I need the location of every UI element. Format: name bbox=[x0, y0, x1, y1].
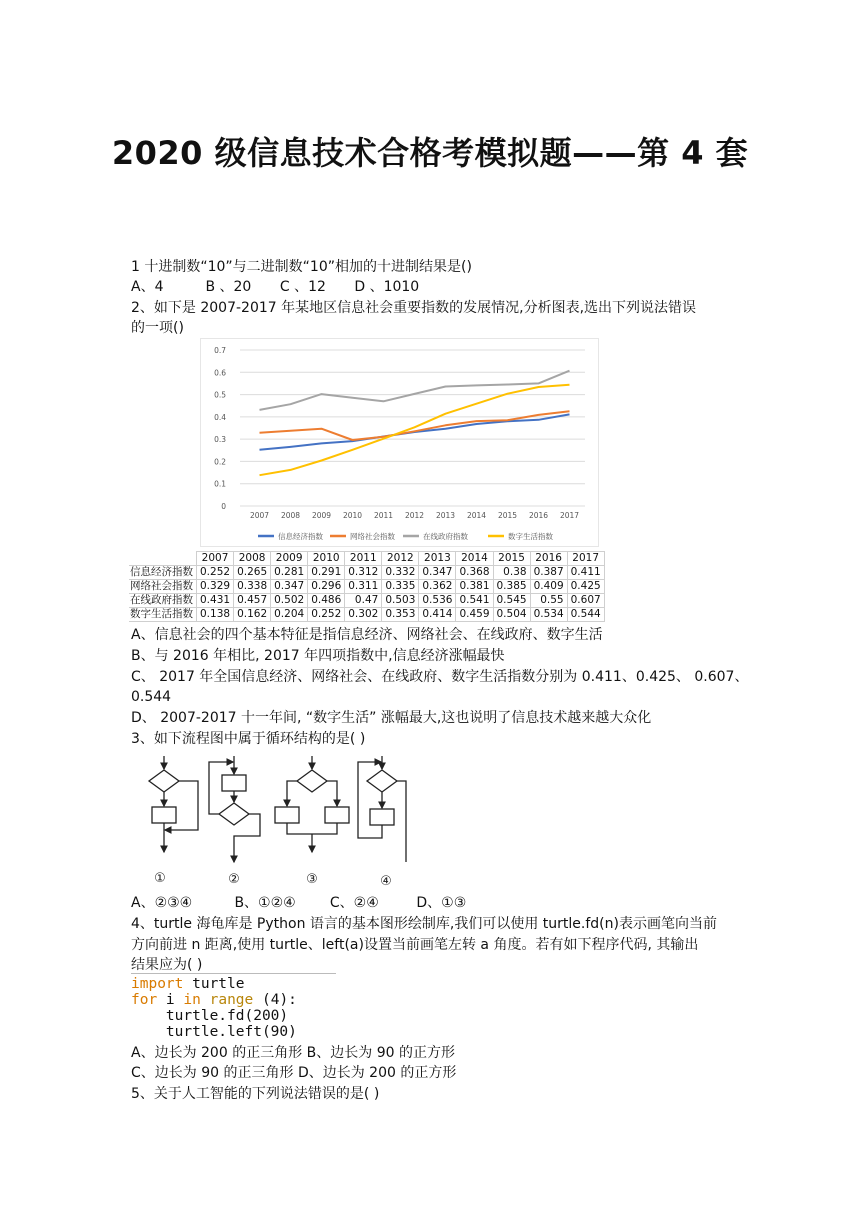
code-divider bbox=[131, 973, 336, 974]
flowchart-3 bbox=[275, 756, 349, 852]
q2-stem-line2: 的一项() bbox=[131, 320, 184, 336]
table-header-cell: 2015 bbox=[493, 552, 530, 566]
code-block bbox=[131, 976, 297, 1040]
y-tick-label: 0.3 bbox=[214, 435, 226, 445]
q4-stem-line3: 结果应为( ) bbox=[131, 957, 203, 973]
y-tick-label: 0.1 bbox=[214, 479, 226, 489]
table-header-cell: 2012 bbox=[382, 552, 419, 566]
table-cell: 0.347 bbox=[419, 566, 456, 580]
code-line-1: import turtle bbox=[131, 976, 245, 992]
q1-option-d: D 、1010 bbox=[354, 279, 420, 295]
q2-option-b: B、与 2016 年相比, 2017 年四项指数中,信息经济涨幅最快 bbox=[131, 648, 505, 664]
x-tick-label: 2007 bbox=[249, 511, 270, 520]
table-corner-cell bbox=[129, 552, 197, 566]
q1-option-a: A、4 bbox=[131, 279, 164, 295]
q2-option-d: D、 2007-2017 十一年间, “数字生活” 涨幅最大,这也说明了信息技术越来越大众化 bbox=[131, 710, 652, 726]
flowchart-4-label: ④ bbox=[380, 874, 392, 889]
q1-option-b: B 、20 bbox=[205, 279, 252, 295]
q5-stem: 5、关于人工智能的下列说法错误的是( ) bbox=[131, 1086, 380, 1102]
table-cell: 0.545 bbox=[493, 594, 530, 608]
table-cell: 0.47 bbox=[345, 594, 382, 608]
q2-option-a: A、信息社会的四个基本特征是指信息经济、网络社会、在线政府、数字生活 bbox=[131, 627, 603, 643]
legend-label: 在线政府指数 bbox=[423, 532, 468, 541]
table-header-cell: 2013 bbox=[419, 552, 456, 566]
table-header-cell: 2010 bbox=[308, 552, 345, 566]
y-tick-label: 0.6 bbox=[214, 368, 226, 378]
table-cell: 0.502 bbox=[271, 594, 308, 608]
table-cell: 0.265 bbox=[234, 566, 271, 580]
table-header-cell: 2009 bbox=[271, 552, 308, 566]
q1-options bbox=[131, 277, 419, 297]
table-header-cell: 2017 bbox=[567, 552, 604, 566]
table-cell: 0.204 bbox=[271, 608, 308, 622]
table-cell: 0.296 bbox=[308, 580, 345, 594]
table-row bbox=[129, 566, 604, 580]
code-line-3: turtle.fd(200) bbox=[131, 1008, 289, 1024]
x-tick-label: 2012 bbox=[404, 511, 425, 520]
table-cell: 0.353 bbox=[382, 608, 419, 622]
table-cell: 0.162 bbox=[234, 608, 271, 622]
table-header-cell: 2016 bbox=[530, 552, 567, 566]
table-cell: 0.409 bbox=[530, 580, 567, 594]
flowchart-1-label: ① bbox=[154, 871, 166, 886]
table-header-cell: 2011 bbox=[345, 552, 382, 566]
table-header-cell: 2007 bbox=[197, 552, 234, 566]
code-line-4: turtle.left(90) bbox=[131, 1024, 297, 1040]
table-cell: 0.387 bbox=[530, 566, 567, 580]
series-line-2 bbox=[260, 411, 570, 440]
table-row bbox=[129, 594, 604, 608]
y-tick-label: 0.7 bbox=[214, 346, 226, 355]
table-cell: 0.486 bbox=[308, 594, 345, 608]
table-cell: 0.431 bbox=[197, 594, 234, 608]
table-cell: 0.252 bbox=[308, 608, 345, 622]
y-tick-label: 0.4 bbox=[214, 412, 226, 422]
y-tick-label: 0 bbox=[221, 502, 226, 511]
q4-stem-line2: 方向前进 n 距离,使用 turtle、left(a)设置当前画笔左转 a 角度。若有如下程序代码, 其输出 bbox=[131, 937, 699, 953]
table-cell: 0.312 bbox=[345, 566, 382, 580]
table-header-cell: 2014 bbox=[456, 552, 493, 566]
table-header-row bbox=[129, 552, 604, 566]
table-cell: 0.534 bbox=[530, 608, 567, 622]
q2-option-c: C、 2017 年全国信息经济、网络社会、在线政府、数字生活指数分别为 0.411、0.425、 0.607、 bbox=[131, 669, 749, 685]
table-row-label: 网络社会指数 bbox=[129, 580, 197, 594]
flowchart-3-label: ③ bbox=[306, 872, 318, 887]
q4-options-line2: C、边长为 90 的正三角形 D、边长为 200 的正方形 bbox=[131, 1065, 457, 1081]
flowchart-4 bbox=[358, 756, 406, 862]
table-cell: 0.55 bbox=[530, 594, 567, 608]
q4-stem-line1: 4、turtle 海龟库是 Python 语言的基本图形绘制库,我们可以使用 turtle.fd(n)表示画笔向当前 bbox=[131, 916, 717, 932]
x-tick-label: 2008 bbox=[280, 511, 301, 520]
chart-svg bbox=[200, 338, 600, 548]
table-cell: 0.368 bbox=[456, 566, 493, 580]
table-row-label: 数字生活指数 bbox=[129, 608, 197, 622]
q2-stem-line1: 2、如下是 2007-2017 年某地区信息社会重要指数的发展情况,分析图表,选出下列说法错误 bbox=[131, 300, 697, 316]
table-cell: 0.302 bbox=[345, 608, 382, 622]
x-tick-label: 2011 bbox=[373, 511, 394, 520]
q3-option-a: A、②③④ bbox=[131, 895, 193, 911]
table-cell: 0.332 bbox=[382, 566, 419, 580]
table-cell: 0.411 bbox=[567, 566, 604, 580]
legend-label: 数字生活指数 bbox=[508, 532, 553, 541]
table-row-label: 在线政府指数 bbox=[129, 594, 197, 608]
x-tick-label: 2014 bbox=[466, 511, 487, 520]
q3-options bbox=[131, 893, 466, 913]
y-tick-label: 0.5 bbox=[214, 390, 226, 400]
page-title: 2020 级信息技术合格考模拟题——第 4 套 bbox=[111, 134, 749, 172]
table-row bbox=[129, 608, 604, 622]
table-cell: 0.504 bbox=[493, 608, 530, 622]
q3-option-c: C、②④ bbox=[329, 895, 379, 911]
x-tick-label: 2009 bbox=[311, 511, 332, 520]
table-cell: 0.425 bbox=[567, 580, 604, 594]
q1-option-c: C 、12 bbox=[279, 279, 326, 295]
legend-label: 网络社会指数 bbox=[350, 532, 395, 541]
table-cell: 0.381 bbox=[456, 580, 493, 594]
table-cell: 0.541 bbox=[456, 594, 493, 608]
y-tick-label: 0.2 bbox=[214, 457, 226, 467]
table-cell: 0.38 bbox=[493, 566, 530, 580]
table-header-cell: 2008 bbox=[234, 552, 271, 566]
x-tick-label: 2010 bbox=[342, 511, 363, 520]
index-line-chart bbox=[200, 338, 600, 548]
table-cell: 0.347 bbox=[271, 580, 308, 594]
q1-stem: 1 十进制数“10”与二进制数“10”相加的十进制结果是() bbox=[131, 259, 472, 275]
table-cell: 0.536 bbox=[419, 594, 456, 608]
q4-options-line1: A、边长为 200 的正三角形 B、边长为 90 的正方形 bbox=[131, 1045, 455, 1061]
table-cell: 0.385 bbox=[493, 580, 530, 594]
q2-option-c-cont: 0.544 bbox=[131, 689, 172, 705]
table-cell: 0.503 bbox=[382, 594, 419, 608]
legend-label: 信息经济指数 bbox=[278, 532, 323, 541]
table-row-label: 信息经济指数 bbox=[129, 566, 197, 580]
flowchart-1 bbox=[149, 756, 198, 852]
flowcharts bbox=[136, 752, 426, 892]
x-tick-label: 2016 bbox=[528, 511, 549, 520]
q3-stem: 3、如下流程图中属于循环结构的是( ) bbox=[131, 731, 366, 747]
x-tick-label: 2013 bbox=[435, 511, 456, 520]
table-cell: 0.291 bbox=[308, 566, 345, 580]
table-cell: 0.335 bbox=[382, 580, 419, 594]
table-cell: 0.138 bbox=[197, 608, 234, 622]
table-row bbox=[129, 580, 604, 594]
table-cell: 0.329 bbox=[197, 580, 234, 594]
q3-option-b: B、①②④ bbox=[234, 895, 296, 911]
table-cell: 0.252 bbox=[197, 566, 234, 580]
index-data-table bbox=[129, 551, 605, 622]
table-cell: 0.281 bbox=[271, 566, 308, 580]
flowchart-2 bbox=[209, 756, 260, 862]
x-tick-label: 2015 bbox=[497, 511, 518, 520]
table-cell: 0.338 bbox=[234, 580, 271, 594]
code-line-2: for i in range (4): bbox=[131, 992, 297, 1008]
table-cell: 0.362 bbox=[419, 580, 456, 594]
x-tick-label: 2017 bbox=[559, 511, 580, 520]
table-cell: 0.457 bbox=[234, 594, 271, 608]
table-cell: 0.311 bbox=[345, 580, 382, 594]
table-cell: 0.544 bbox=[567, 608, 604, 622]
flowchart-2-label: ② bbox=[228, 872, 240, 887]
table-cell: 0.414 bbox=[419, 608, 456, 622]
table-cell: 0.459 bbox=[456, 608, 493, 622]
table-cell: 0.607 bbox=[567, 594, 604, 608]
q3-option-d: D、①③ bbox=[416, 895, 467, 911]
